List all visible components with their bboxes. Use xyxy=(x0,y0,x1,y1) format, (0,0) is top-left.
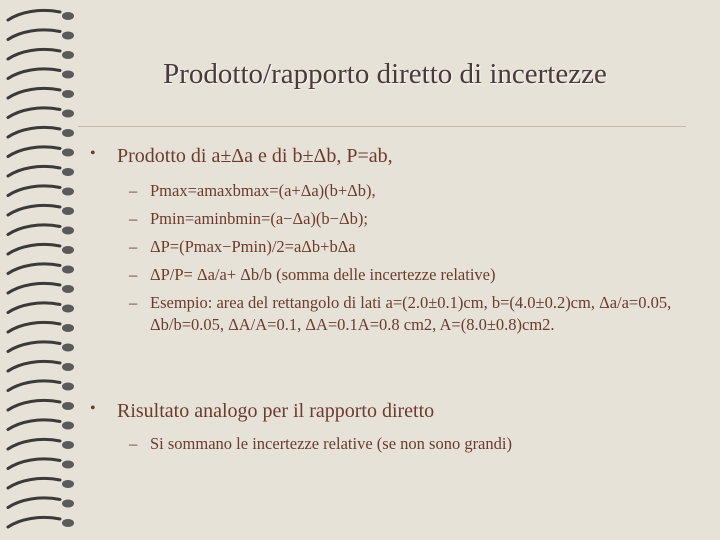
binding-hole xyxy=(62,32,74,40)
binding-hole xyxy=(62,519,74,527)
spiral-binding xyxy=(0,0,80,540)
title-divider xyxy=(78,126,686,127)
binding-hole xyxy=(62,246,74,254)
binding-hole xyxy=(62,363,74,371)
binding-hole xyxy=(62,402,74,410)
dash: – xyxy=(129,209,138,228)
binding-hole xyxy=(62,12,74,20)
binding-hole xyxy=(62,51,74,59)
binding-hole xyxy=(62,227,74,235)
binding-hole xyxy=(62,129,74,137)
bullet-text: Risultato analogo per il rapporto diretto xyxy=(117,400,435,422)
binding-hole xyxy=(62,90,74,98)
binding-hole xyxy=(62,324,74,332)
subitem-text: Esempio: area del rettangolo di lati a=(2.0±0.1)cm, b=(4.0±0.2)cm, Δa/a=0.05, Δb/b=0.05, ΔA/A=0.1, ΔA=0.1A=0.8 cm2, A=(8.0±0.8)cm2. xyxy=(150,293,672,334)
subitem-text: Pmax=amaxbmax=(a+Δa)(b+Δb), xyxy=(150,181,376,200)
binding-hole xyxy=(62,422,74,430)
dash: – xyxy=(129,237,138,256)
subitem-text: Si sommano le incertezze relative (se non sono grandi) xyxy=(150,434,512,453)
binding-hole xyxy=(62,110,74,118)
binding-hole xyxy=(62,383,74,391)
binding-hole xyxy=(62,168,74,176)
dash: – xyxy=(129,265,138,284)
subitem-text: Pmin=aminbmin=(a−Δa)(b−Δb); xyxy=(150,209,368,228)
dash: – xyxy=(129,181,138,200)
bullet-dot: • xyxy=(90,400,96,417)
binding-hole xyxy=(62,344,74,352)
binding-hole xyxy=(62,441,74,449)
binding-hole xyxy=(62,285,74,293)
binding-hole xyxy=(62,266,74,274)
bullet-dot: • xyxy=(90,145,96,162)
bullet-text: Prodotto di a±Δa e di b±Δb, P=ab, xyxy=(117,145,393,167)
dash: – xyxy=(129,434,138,453)
subitem-text: ΔP/P= Δa/a+ Δb/b (somma delle incertezze relative) xyxy=(150,265,496,284)
binding-hole xyxy=(62,305,74,313)
binding-hole xyxy=(62,461,74,469)
binding-hole xyxy=(62,207,74,215)
dash: – xyxy=(129,293,138,312)
binding-hole xyxy=(62,149,74,157)
subitem-text: ΔP=(Pmax−Pmin)/2=aΔb+bΔa xyxy=(150,237,356,256)
binding-hole xyxy=(62,500,74,508)
slide-title: Prodotto/rapporto diretto di incertezze xyxy=(163,58,607,90)
binding-hole xyxy=(62,188,74,196)
binding-hole xyxy=(62,71,74,79)
binding-hole xyxy=(62,480,74,488)
